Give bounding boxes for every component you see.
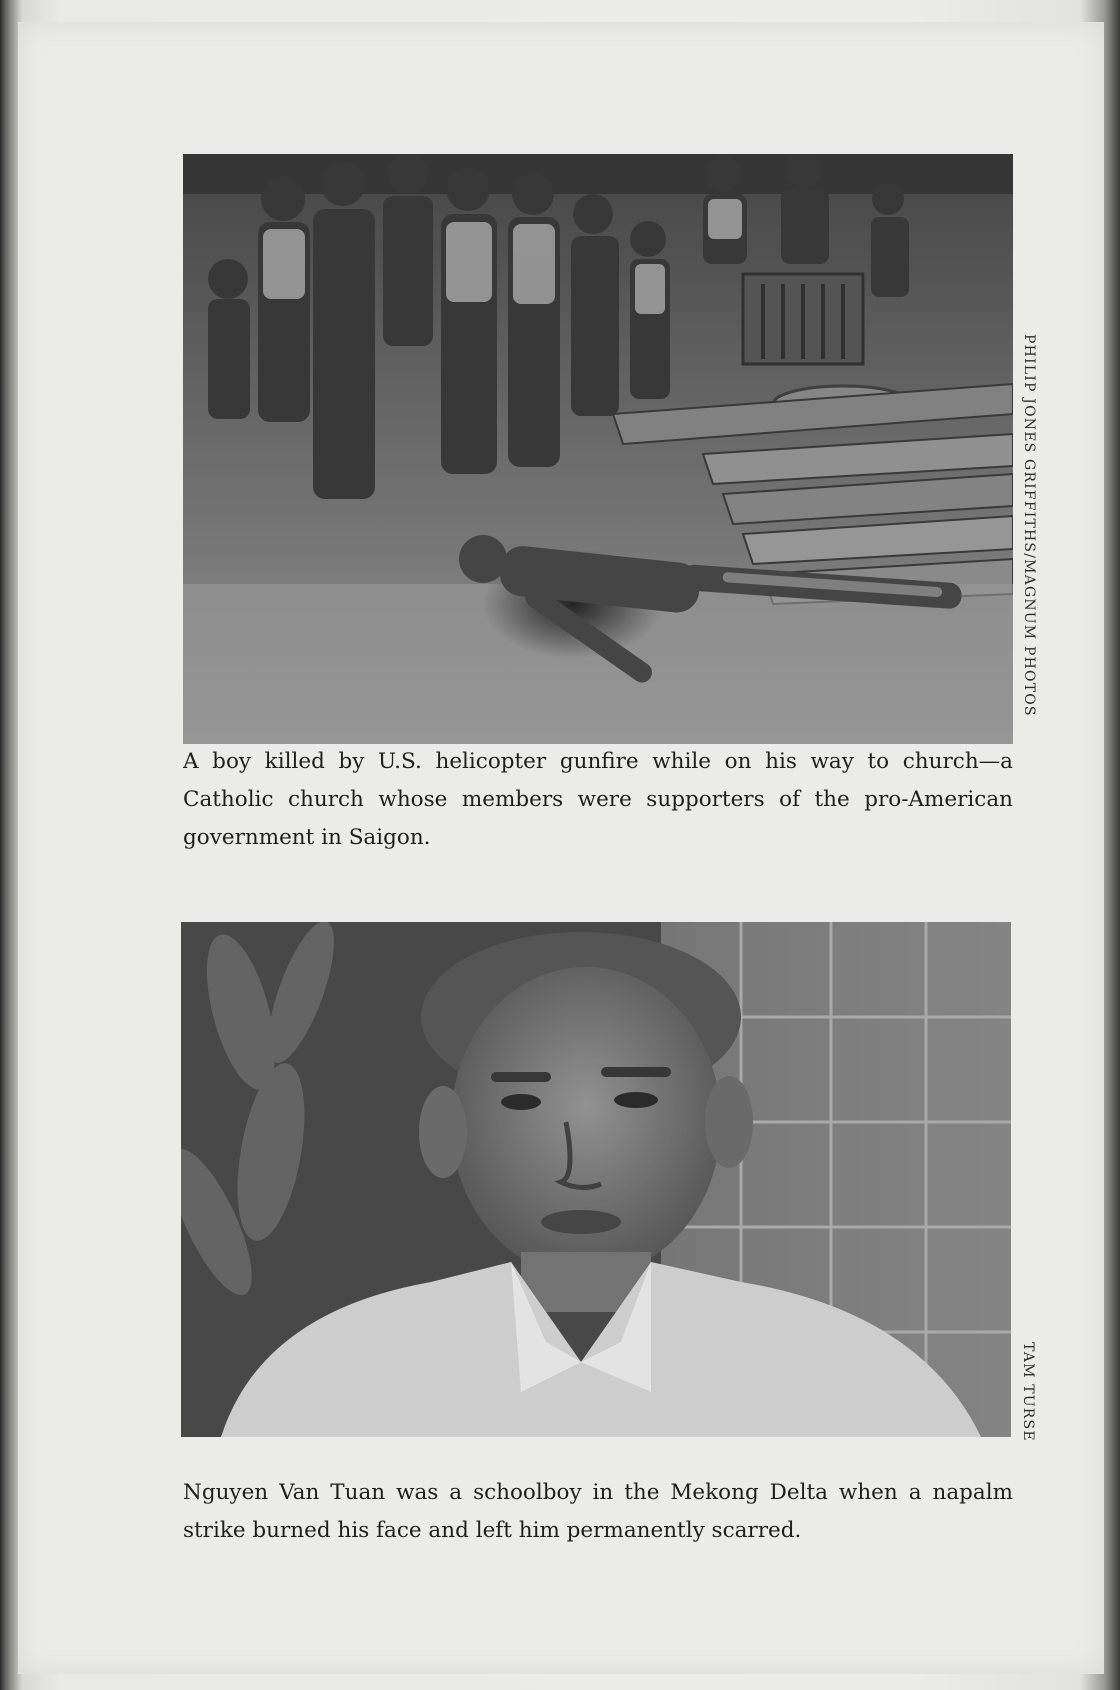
photo-credit-1: PHILIP JONES GRIFFITHS/MAGNUM PHOTOS bbox=[1021, 334, 1037, 717]
photo-nguyen-van-tuan bbox=[181, 922, 1011, 1437]
book-page bbox=[18, 22, 1104, 1674]
photo-credit-2: TAM TURSE bbox=[1020, 1342, 1036, 1442]
caption-2: Nguyen Van Tuan was a schoolboy in the Mekong Delta when a napalm strike burned his face and left him permanently scarred. bbox=[183, 1480, 1013, 1543]
photo-boy-killed-illustration bbox=[183, 154, 1013, 744]
caption-1: A boy killed by U.S. helicopter gunfire while on his way to church—a Catholic church whose members were supporters of the pro-American government in Saigon. bbox=[183, 749, 1013, 850]
photo-nguyen-van-tuan-illustration bbox=[181, 922, 1011, 1437]
photo-boy-killed bbox=[183, 154, 1013, 744]
